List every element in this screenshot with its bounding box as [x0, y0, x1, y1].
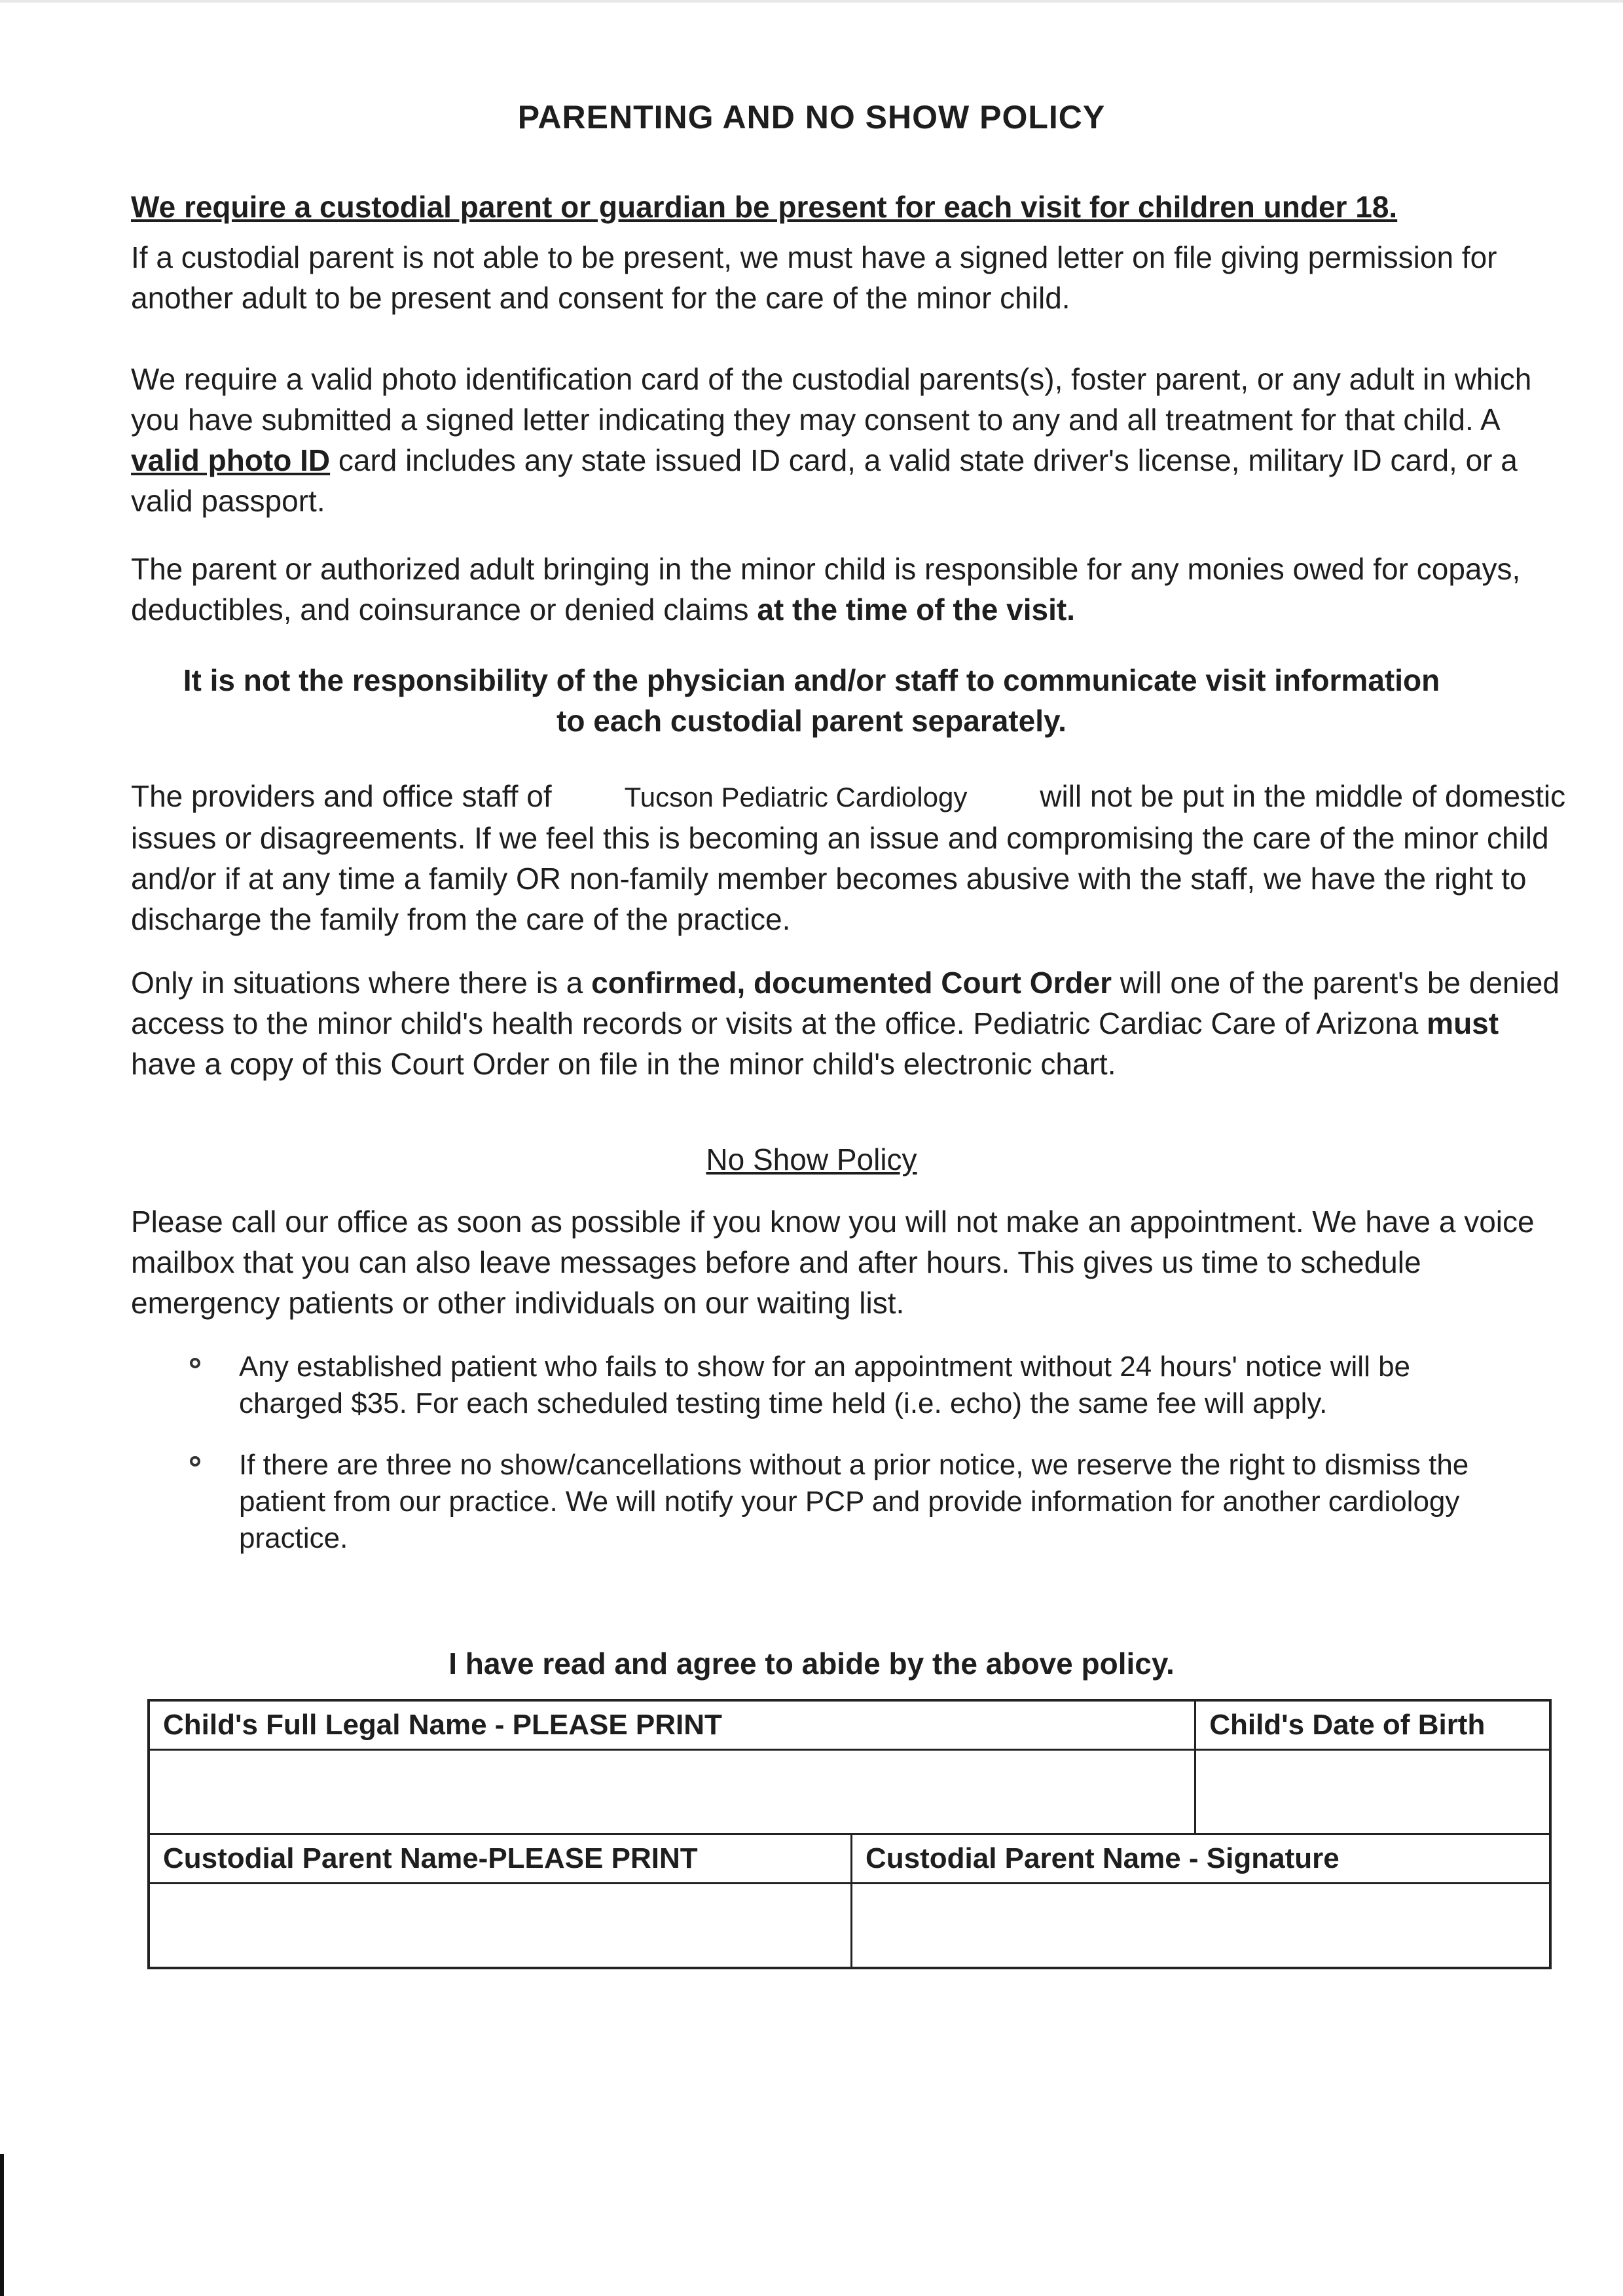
responsibility-notice — [0, 660, 1623, 741]
bullet-icon — [190, 1358, 200, 1368]
parent-name-label: Custodial Parent Name-PLEASE PRINT — [149, 1834, 852, 1884]
no-show-heading: No Show Policy — [706, 1142, 917, 1176]
domestic-text: The providers and office staff of — [131, 779, 560, 813]
agreement-statement: I have read and agree to abide by the above policy. — [448, 1647, 1175, 1681]
parent-name-field[interactable] — [149, 1884, 852, 1969]
parent-signature-label: Custodial Parent Name - Signature — [852, 1834, 1551, 1884]
photo-id-emphasis: valid photo ID — [131, 443, 331, 477]
photo-id-text-cont: card includes any state issued ID card, a valid state driver's license, military ID card, or a valid passport. — [131, 443, 1518, 518]
court-order-text: Only in situations where there is a — [131, 966, 592, 1000]
child-name-label: Child's Full Legal Name - PLEASE PRINT — [149, 1700, 1195, 1750]
list-item-text: If there are three no show/cancellations without a prior notice, we reserve the right to dismiss the patient from our practice. We will notify your PCP and provide information for another cardiology practice. — [239, 1449, 1469, 1554]
paragraph-domestic-issues — [131, 776, 1571, 939]
monies-owed-text: The parent or authorized adult bringing in the minor child is responsible for any monies owed for copays, deductibles, and coinsurance or denied claims — [131, 552, 1521, 627]
responsibility-notice-line2: to each custodial parent separately. — [556, 704, 1067, 738]
parent-signature-field[interactable] — [852, 1884, 1551, 1969]
custodial-requirement-heading: We require a custodial parent or guardian be present for each visit for children under 18. — [131, 190, 1398, 224]
must-emphasis: must — [1427, 1006, 1499, 1040]
paragraph-monies-owed — [131, 549, 1571, 630]
scan-edge — [0, 2154, 4, 2296]
child-name-field[interactable] — [149, 1750, 1195, 1834]
child-dob-field[interactable] — [1195, 1750, 1550, 1834]
practice-name: Tucson Pediatric Cardiology — [624, 782, 968, 812]
domestic-text-cont: will not be put in the middle of domestic issues or disagreements. If we feel this is becoming an issue and compromising the care of the minor child and/or if at any time a family OR non-family member becomes abusive with the staff, we have the right to discharge the family from the care of the practice. — [131, 779, 1566, 936]
paragraph-permission-letter: If a custodial parent is not able to be present, we must have a signed letter on file giving permission for another adult to be present and consent for the care of the minor child. — [131, 240, 1497, 315]
scan-edge — [0, 0, 1623, 3]
photo-id-text: We require a valid photo identification card of the custodial parents(s), foster parent, or any adult in which you have submitted a signed letter indicating they may consent to any and all treatment for that child. A — [131, 362, 1532, 437]
child-dob-label: Child's Date of Birth — [1195, 1700, 1550, 1750]
list-item-text: Any established patient who fails to show for an appointment without 24 hours' notice will be charged $35. For each scheduled testing time held (i.e. echo) the same fee will apply. — [239, 1351, 1411, 1419]
paragraph-photo-id — [131, 359, 1571, 521]
court-order-text-cont: will one of the parent's be denied access to the minor child's health records or visits at the office. Pediatric Cardiac Care of Arizona — [131, 966, 1559, 1040]
paragraph-court-order — [131, 962, 1571, 1084]
court-order-text-end: have a copy of this Court Order on file in the minor child's electronic chart. — [131, 1047, 1116, 1081]
bullet-icon — [190, 1456, 200, 1467]
court-order-emphasis: confirmed, documented Court Order — [591, 966, 1112, 1000]
responsibility-notice-line1: It is not the responsibility of the physician and/or staff to communicate visit information — [183, 663, 1440, 697]
page-title: PARENTING AND NO SHOW POLICY — [517, 99, 1106, 136]
paragraph-call-office: Please call our office as soon as possible if you know you will not make an appointment. We have a voice mailbox that you can also leave messages before and after hours. This gives us time to schedule emergency patients or other individuals on our waiting list. — [131, 1205, 1535, 1320]
signature-form — [147, 1699, 1552, 1969]
monies-owed-emphasis: at the time of the visit. — [757, 592, 1075, 627]
